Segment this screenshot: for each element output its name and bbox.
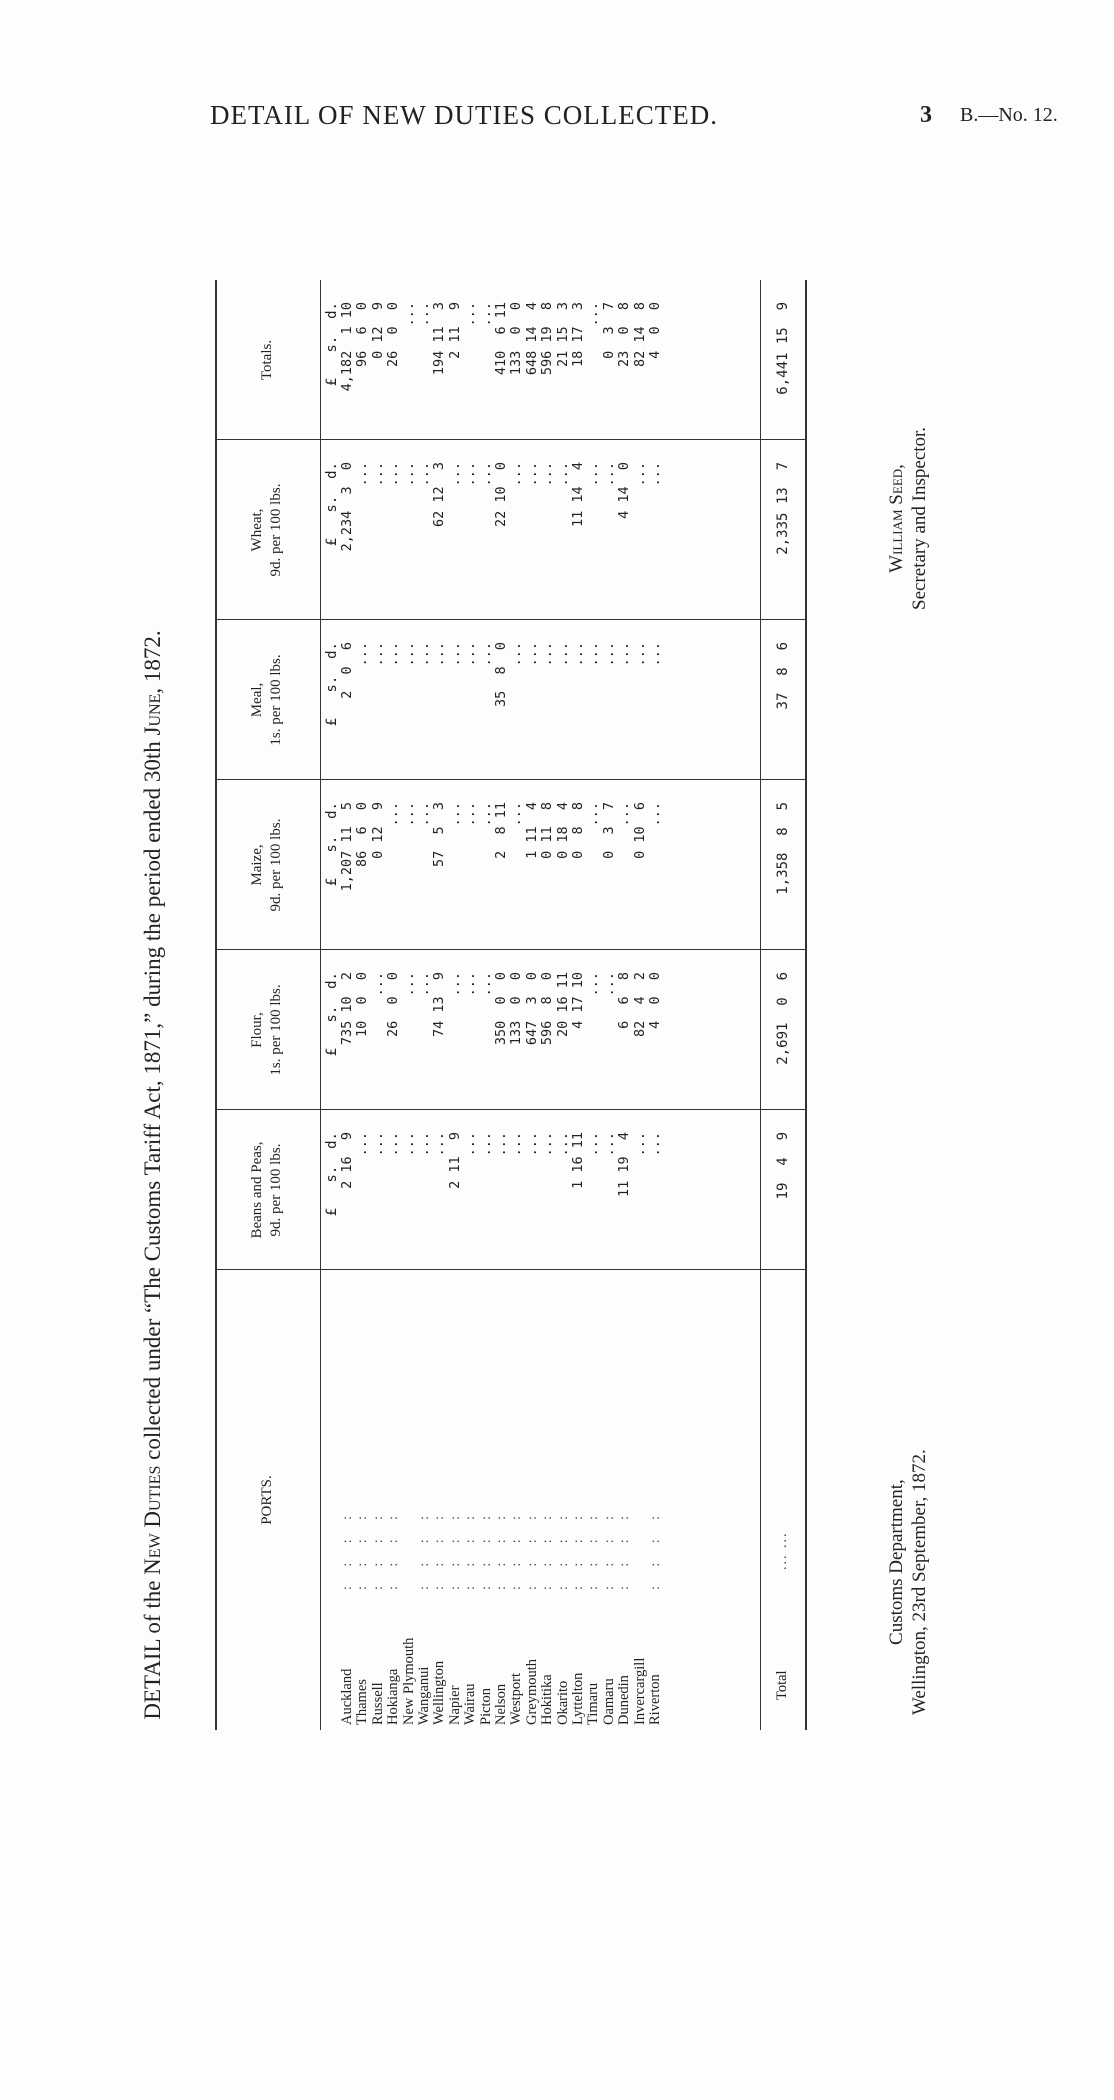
table-cell: ... [385, 1132, 402, 1157]
leader-dots: : : : : [601, 1507, 617, 1590]
table-cell: 26 0 0 [385, 302, 402, 368]
table-cell: 133 0 0 [508, 302, 525, 376]
leader-dots: : : : : [617, 1507, 633, 1590]
port-name: Okarito [554, 1680, 571, 1725]
port-name: Dunedin [616, 1675, 633, 1725]
table-cell: 86 6 0 [354, 802, 371, 868]
column-header: PORTS. [259, 1475, 275, 1525]
table-cell: 20 16 11 [554, 972, 571, 1038]
total-cell: 1,358 8 5 [775, 802, 791, 895]
units-label: £ s. d. [324, 802, 340, 887]
units-label: £ s. d. [324, 1132, 340, 1217]
units-label: £ s. d. [324, 462, 340, 547]
table-cell: ... [600, 462, 617, 487]
table-cell: 57 5 3 [431, 802, 448, 868]
table-cell: ... [631, 1132, 648, 1157]
port-name: Oamaru [600, 1678, 617, 1725]
column-header: Beans and Peas, 9d. per 100 lbs. [249, 1141, 284, 1239]
page-header [0, 100, 1114, 140]
table-cell: ... [647, 462, 663, 487]
table-cell: ... [477, 802, 494, 827]
table-top-rule [215, 280, 217, 1730]
table-cell: ... [585, 1132, 602, 1157]
table-cell: ... [554, 462, 571, 487]
table-cell: 74 13 9 [431, 972, 448, 1038]
table-cell: ... [585, 302, 602, 327]
leader-dots: : : : : [432, 1507, 448, 1590]
port-name: Westport [508, 1673, 525, 1725]
table-cell: ... [400, 462, 417, 487]
leader-dots: : : : : [417, 1507, 432, 1590]
table-cell: 0 11 8 [539, 802, 556, 859]
table-cell: 2 11 9 [446, 1132, 463, 1189]
table-cell: 647 3 0 [523, 972, 540, 1046]
port-name: Napier [446, 1685, 463, 1725]
running-title: DETAIL OF NEW DUTIES COLLECTED. [210, 100, 719, 130]
port-name: Wanganui [416, 1666, 432, 1725]
leader-dots: : : : : [555, 1507, 571, 1590]
table-cell: ... [539, 462, 556, 487]
table-cell: ... [416, 972, 432, 997]
table-cell: 11 14 4 [570, 462, 586, 528]
table-cell: 1,207 11 5 [339, 802, 355, 892]
table-cell: ... [369, 642, 386, 667]
table-cell: ... [416, 642, 432, 667]
port-name: Picton [477, 1687, 494, 1725]
table-cell: 0 3 7 [600, 802, 617, 859]
table-cell: ... [416, 802, 432, 827]
leader-dots: : : : : [494, 1507, 509, 1590]
table-cell: ... [446, 802, 463, 827]
table-cell: 11 19 4 [616, 1132, 633, 1198]
table-cell: ... [616, 802, 633, 827]
table-cell: 2,234 3 0 [339, 462, 355, 552]
table-cell: 735 10 2 [339, 972, 355, 1046]
table-cell: 0 3 7 [600, 302, 617, 359]
table-cell: 62 12 3 [431, 462, 448, 528]
total-cell: 19 4 9 [775, 1132, 791, 1200]
table-cell: ... [385, 802, 402, 827]
table-cell: 4 0 0 [647, 972, 663, 1029]
units-label: £ s. d. [324, 972, 340, 1057]
table-cell: ... [477, 642, 494, 667]
column-header: Meal, 1s. per 100 lbs. [249, 654, 284, 746]
leader-dots: : : : : [509, 1507, 525, 1590]
table-cell: ... [400, 1132, 417, 1157]
table-header-rule [320, 280, 321, 1730]
table-cell: ... [416, 1132, 432, 1157]
table-cell: 2 16 9 [339, 1132, 355, 1189]
table-cell: 0 12 9 [369, 302, 386, 359]
table-cell: ... [431, 1132, 448, 1157]
leader-dots: : : : : [340, 1507, 355, 1590]
table-cell: 1 11 4 [523, 802, 540, 859]
table-cell: ... [354, 642, 371, 667]
leader-dots: : : : : [478, 1507, 494, 1590]
port-name: Wellington [431, 1660, 448, 1725]
units-label: £ s. d. [324, 302, 340, 387]
port-name: Nelson [493, 1683, 509, 1725]
table-cell: 596 8 0 [539, 972, 556, 1046]
document-reference: B.—No. 12. [960, 104, 1058, 126]
port-name: Wairau [462, 1683, 479, 1725]
table-cell: ... [462, 802, 479, 827]
table-cell: ... [446, 642, 463, 667]
table-cell: ... [462, 302, 479, 327]
table-cell: ... [400, 642, 417, 667]
table-cell: 410 6 11 [493, 302, 509, 376]
table-cell: ... [600, 1132, 617, 1157]
table-cell: 0 10 6 [631, 802, 648, 859]
total-label: Total [774, 1670, 790, 1700]
column-header: Maize, 9d. per 100 lbs. [249, 818, 284, 912]
table-cell: ... [462, 642, 479, 667]
table-cell: 133 0 0 [508, 972, 525, 1046]
table-cell: 35 8 0 [493, 642, 509, 708]
port-name: Hokianga [385, 1668, 402, 1725]
table-cell: ... [477, 972, 494, 997]
leader-dots: : : : : [571, 1507, 586, 1590]
leader-dots: : : : : [447, 1507, 463, 1590]
table-bottom-rule [805, 280, 807, 1730]
table-cell: ... [416, 302, 432, 327]
table-cell: 18 17 3 [570, 302, 586, 368]
table-cell: ... [385, 462, 402, 487]
table-cell: ... [523, 642, 540, 667]
table-cell: ... [400, 972, 417, 997]
table-cell: 1 16 11 [570, 1132, 586, 1189]
units-label: £ s. d. [324, 642, 340, 727]
table-cell: 96 6 0 [354, 302, 371, 368]
port-name: Lyttelton [570, 1672, 586, 1725]
total-cell: 6,441 15 9 [775, 302, 791, 395]
table-cell: 0 8 8 [570, 802, 586, 859]
table-cell: 22 10 0 [493, 462, 509, 528]
column-header: Flour, 1s. per 100 lbs. [249, 984, 284, 1076]
table-cell: 82 14 8 [631, 302, 648, 368]
table-cell: ... [554, 1132, 571, 1157]
port-name: Riverton [647, 1674, 663, 1725]
leader-dots: : : : : [648, 1507, 663, 1590]
table-cell: ... [462, 1132, 479, 1157]
table-cell: 350 0 0 [493, 972, 509, 1046]
table-cell: 23 0 8 [616, 302, 633, 368]
table-cell: ... [616, 642, 633, 667]
table-cell: 2 0 6 [339, 642, 355, 699]
page-number: 3 [920, 102, 932, 128]
leader-dots: : : : : [524, 1507, 540, 1590]
table-cell: 10 0 0 [354, 972, 371, 1038]
table-cell: ... [585, 642, 602, 667]
table-cell: ... [539, 642, 556, 667]
total-cell: 2,335 13 7 [775, 462, 791, 555]
port-name: Russell [369, 1682, 386, 1725]
table-cell: 26 0 0 [385, 972, 402, 1038]
table-cell: ... [400, 302, 417, 327]
table-cell: ... [647, 1132, 663, 1157]
table-cell: 596 19 8 [539, 302, 556, 376]
table-cell: ... [446, 462, 463, 487]
table-cell: ... [539, 1132, 556, 1157]
table-cell: ... [369, 972, 386, 997]
table-cell: 2 8 11 [493, 802, 509, 859]
table-cell: ... [477, 302, 494, 327]
table-cell: ... [631, 462, 648, 487]
leader-dots: : : : : [586, 1507, 602, 1590]
leader-dots: : : : : [370, 1507, 386, 1590]
port-name: Thames [354, 1679, 371, 1725]
table-cell: ... [354, 462, 371, 487]
leader-dots: : : : : [355, 1507, 371, 1590]
table-cell: ... [647, 802, 663, 827]
table-cell: 82 4 2 [631, 972, 648, 1038]
leader-dots: : : : : [540, 1507, 556, 1590]
table-cell: ... [400, 802, 417, 827]
port-name: New Plymouth [400, 1637, 417, 1725]
total-cell: 2,691 0 6 [775, 972, 791, 1065]
table-cell: ... [631, 642, 648, 667]
table-cell: ... [600, 642, 617, 667]
table-cell: ... [369, 462, 386, 487]
table-cell: 194 11 3 [431, 302, 448, 376]
port-name: Greymouth [523, 1658, 540, 1725]
table-cell: ... [508, 642, 525, 667]
table-cell: 21 15 3 [554, 302, 571, 368]
column-header: Totals. [259, 339, 275, 381]
table-cell: ... [477, 462, 494, 487]
port-name: Hokitika [539, 1674, 556, 1725]
table-cell: ... [523, 462, 540, 487]
table-cell: ... [585, 462, 602, 487]
signature-block: William Seed, Secretary and Inspector. [886, 426, 930, 610]
total-dots: ... ... [775, 1531, 790, 1570]
port-name: Timaru [585, 1682, 602, 1725]
table-cell: ... [462, 972, 479, 997]
table-cell: 0 18 4 [554, 802, 571, 859]
table-cell: 2 11 9 [446, 302, 463, 359]
table-cell: ... [508, 462, 525, 487]
column-header: Wheat, 9d. per 100 lbs. [249, 483, 284, 577]
table-cell: 4,182 1 10 [339, 302, 355, 392]
table-cell: ... [446, 972, 463, 997]
table-cell: ... [585, 802, 602, 827]
table-cell: 4 14 0 [616, 462, 633, 519]
leader-dots: : : : : [386, 1507, 402, 1590]
leader-dots: : : : : [463, 1507, 479, 1590]
table-cell: ... [462, 462, 479, 487]
port-name: Invercargill [631, 1657, 648, 1725]
table-cell: ... [508, 1132, 525, 1157]
table-cell: 4 17 10 [570, 972, 586, 1029]
department-note: Customs Department, Wellington, 23rd September, 1872. [886, 1449, 930, 1715]
table-cell: ... [647, 642, 663, 667]
table-body-rule [760, 280, 761, 1730]
table-cell: ... [431, 642, 448, 667]
table-caption: DETAIL of the New Duties collected under “The Customs Tariff Act, 1871,” during the period ended 30th June, 1872. [140, 630, 165, 1720]
table-cell: ... [416, 462, 432, 487]
table-cell: ... [554, 642, 571, 667]
port-name: Auckland [339, 1668, 355, 1725]
table-cell: ... [354, 1132, 371, 1157]
table-cell: ... [385, 642, 402, 667]
table-cell: ... [477, 1132, 494, 1157]
table-cell: 6 6 8 [616, 972, 633, 1029]
rotated-table-block [120, 200, 1114, 2100]
table-cell: 0 12 9 [369, 802, 386, 859]
table-cell: 4 0 0 [647, 302, 663, 359]
total-cell: 37 8 6 [775, 642, 791, 710]
table-cell: ... [600, 972, 617, 997]
table-cell: ... [508, 802, 525, 827]
table-cell: ... [523, 1132, 540, 1157]
table-cell: ... [493, 1132, 509, 1157]
table-cell: ... [570, 642, 586, 667]
table-cell: ... [585, 972, 602, 997]
table-cell: 648 14 4 [523, 302, 540, 376]
table-cell: ... [369, 1132, 386, 1157]
